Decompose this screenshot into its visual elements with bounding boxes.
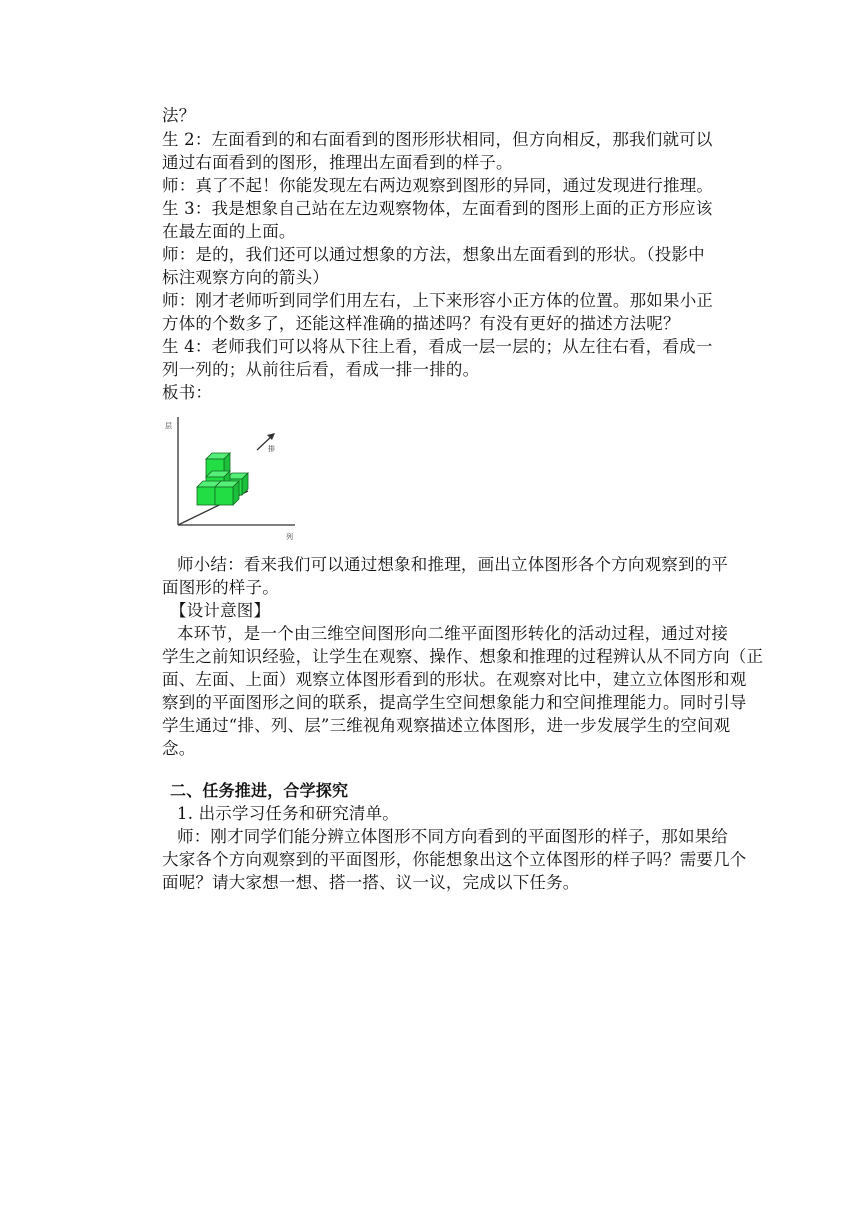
label-layer: 层 [165, 422, 172, 430]
label-column: 列 [286, 533, 293, 541]
text-line: 法？ [162, 106, 196, 125]
text-line: 通过右面看到的图形，推理出左面看到的样子。 [162, 153, 513, 172]
design-line: 学生通过“排、列、层”三维视角观察描述立体图形，进一步发展学生的空间观 [162, 716, 731, 735]
design-line: 学生之前知识经验，让学生在观察、操作、想象和推理的过程辨认从不同方向（正 [162, 647, 764, 666]
cube-front-right [215, 481, 239, 505]
design-line: 本环节，是一个由三维空间图形向二维平面图形转化的活动过程，通过对接 [177, 624, 729, 643]
cube-diagram [160, 405, 305, 541]
text-line: 方体的个数多了，还能这样准确的描述吗？有没有更好的描述方法呢？ [162, 314, 680, 333]
label-row: 排 [268, 445, 275, 453]
design-line: 念。 [162, 739, 196, 758]
text-line: 列一列的；从前往后看，看成一排一排的。 [162, 360, 480, 379]
list-item: 1. 出示学习任务和研究清单。 [177, 804, 399, 823]
text-line: 生 4：老师我们可以将从下往上看，看成一层一层的；从左往右看，看成一 [162, 337, 713, 356]
summary-line: 面图形的样子。 [162, 578, 279, 597]
text-line: 在最左面的上面。 [162, 222, 296, 241]
task-line: 师：刚才同学们能分辨立体图形不同方向看到的平面图形的样子，那如果给 [177, 827, 729, 846]
design-line: 面、左面、上面）观察立体图形看到的形状。在观察对比中，建立立体图形和观 [162, 670, 747, 689]
task-line: 面呢？请大家想一想、搭一搭、议一议，完成以下任务。 [162, 873, 580, 892]
task-line: 大家各个方向观察到的平面图形，你能想象出这个立体图形的样子吗？需要几个 [162, 850, 747, 869]
section-heading: 二、任务推进，合学探究 [170, 781, 349, 800]
text-line: 师：是的，我们还可以通过想象的方法，想象出左面看到的形状。（投影中 [162, 245, 705, 264]
design-line: 察到的平面图形之间的联系，提高学生空间想象能力和空间推理能力。同时引导 [162, 693, 747, 712]
text-line: 生 3：我是想象自己站在左边观察物体，左面看到的图形上面的正方形应该 [162, 199, 713, 218]
design-intent-title: 【设计意图】 [170, 601, 271, 620]
summary-line: 师小结：看来我们可以通过想象和推理，画出立体图形各个方向观察到的平 [177, 555, 729, 574]
text-line: 标注观察方向的箭头） [162, 268, 329, 287]
text-line: 师：刚才老师听到同学们用左右，上下来形容小正方体的位置。那如果小正 [162, 291, 714, 310]
text-line: 板书： [162, 383, 213, 402]
cube-diagram-svg [160, 405, 305, 541]
text-line: 师：真了不起！你能发现左右两边观察到图形的异同，通过发现进行推理。 [162, 176, 714, 195]
text-line: 生 2：左面看到的和右面看到的图形形状相同，但方向相反，那我们就可以 [162, 130, 713, 149]
